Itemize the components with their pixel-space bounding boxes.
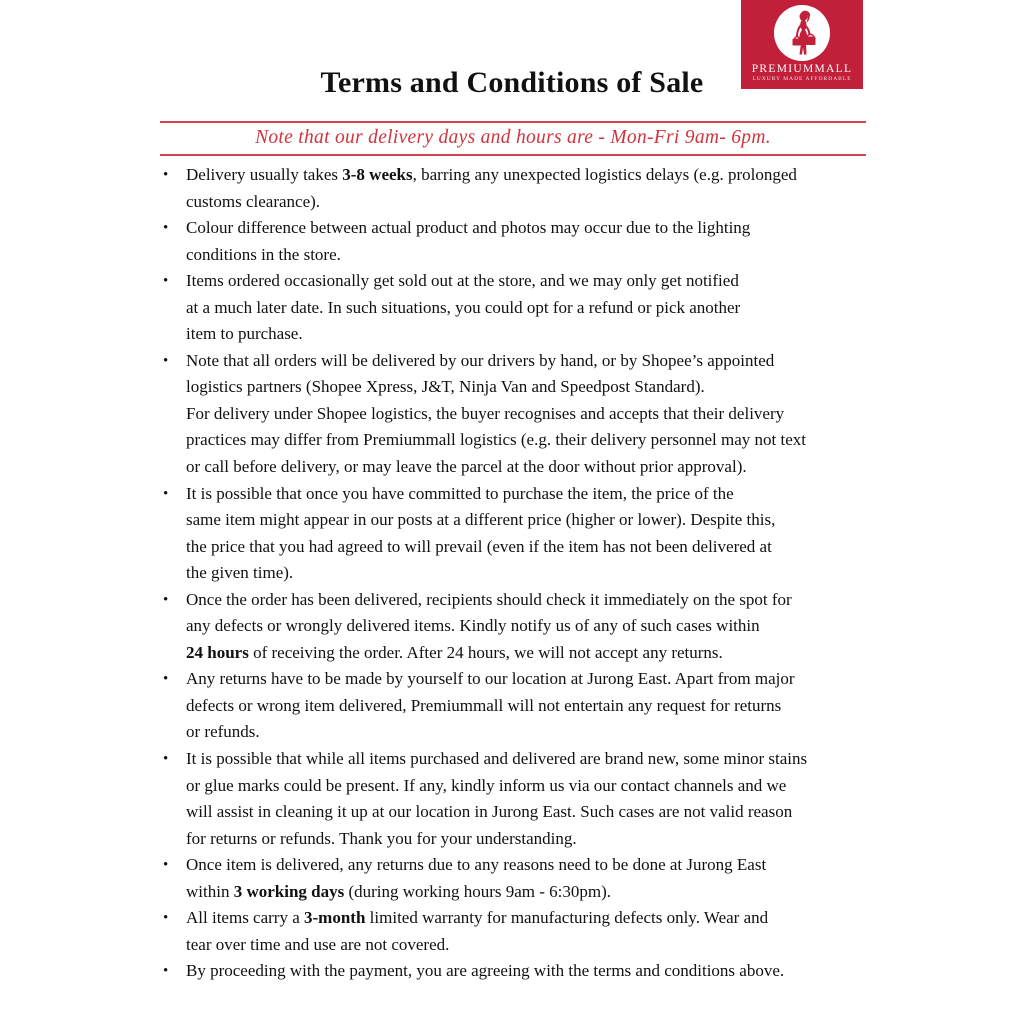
bullet-marker: • bbox=[163, 273, 169, 290]
term-item bbox=[160, 905, 900, 958]
brand-name: PREMIUMMALL bbox=[751, 63, 853, 75]
bullet-marker: • bbox=[163, 963, 169, 980]
term-item bbox=[160, 215, 900, 268]
term-text: By proceeding with the payment, you are agreeing with the terms and conditions above. bbox=[186, 961, 785, 981]
bullet-marker: • bbox=[163, 485, 169, 502]
term-text: It is possible that while all items purchased and delivered are brand new, some minor stains or glue marks could be present. If any, kindly inform us via our contact channels and we will assist in cleaning it up at our location in Jurong East. Such cases are not valid reason for returns or refunds. Thank you for your understanding. bbox=[186, 749, 808, 848]
bullet-marker: • bbox=[163, 220, 169, 237]
bullet-marker: • bbox=[163, 751, 169, 768]
term-text: Delivery usually takes 3-8 weeks, barring any unexpected logistics delays (e.g. prolonged customs clearance). bbox=[186, 165, 797, 211]
bullet-marker: • bbox=[163, 910, 169, 927]
term-text: Colour difference between actual product and photos may occur due to the lighting conditions in the store. bbox=[186, 218, 751, 264]
bullet-marker: • bbox=[163, 352, 169, 369]
term-item bbox=[160, 481, 900, 587]
brand-logo-circle bbox=[774, 5, 830, 61]
term-text: Items ordered occasionally get sold out at the store, and we may only get notified at a much later date. In such situations, you could opt for a refund or pick another item to purchase. bbox=[186, 271, 741, 344]
term-item bbox=[160, 348, 900, 481]
term-text: All items carry a 3-month limited warranty for manufacturing defects only. Wear and tear over time and use are not covered. bbox=[186, 908, 769, 954]
term-text: Once item is delivered, any returns due to any reasons need to be done at Jurong East within 3 working days (during working hours 9am - 6:30pm). bbox=[186, 855, 767, 901]
bullet-marker: • bbox=[163, 167, 169, 183]
page-title: Terms and Conditions of Sale bbox=[320, 66, 704, 99]
brand-tagline: LUXURY MADE AFFORDABLE bbox=[752, 76, 852, 82]
term-item bbox=[160, 268, 900, 348]
bullet-marker: • bbox=[163, 591, 169, 608]
bullet-marker: • bbox=[163, 671, 169, 688]
delivery-note: Note that our delivery days and hours are - Mon-Fri 9am- 6pm. bbox=[255, 127, 771, 148]
term-text: Any returns have to be made by yourself to our location at Jurong East. Apart from major defects or wrong item delivered, Premiummall will not entertain any request for returns or refunds. bbox=[186, 669, 795, 742]
term-item bbox=[160, 162, 900, 215]
bullet-marker: • bbox=[163, 857, 169, 874]
term-text: Once the order has been delivered, recipients should check it immediately on the spot for any defects or wrongly delivered items. Kindly notify us of any of such cases within 24 hours of receiving the order. After 24 hours, we will not accept any returns. bbox=[186, 589, 792, 662]
term-item bbox=[160, 958, 900, 985]
term-item bbox=[160, 587, 900, 667]
term-item bbox=[160, 852, 900, 905]
term-text: It is possible that once you have committed to purchase the item, the price of the same item might appear in our posts at a different price (higher or lower). Despite this, the price that you had agreed to will prevail (even if the item has not been delivered at the given time). bbox=[186, 483, 776, 583]
delivery-note-band bbox=[160, 121, 866, 156]
term-item bbox=[160, 666, 900, 746]
lady-with-shopping-bags-icon bbox=[777, 8, 827, 58]
term-item bbox=[160, 746, 900, 852]
terms-list bbox=[160, 162, 900, 985]
term-text: Note that all orders will be delivered by our drivers by hand, or by Shopee’s appointed logistics partners (Shopee Xpress, J&T, Ninja Van and Speedpost Standard). For delivery under Shopee logistics, the buyer recognises and accepts that their delivery practices may differ from Premiummall logistics (e.g. their delivery personnel may not text or call before delivery, or may leave the parcel at the door without prior approval). bbox=[186, 350, 807, 477]
